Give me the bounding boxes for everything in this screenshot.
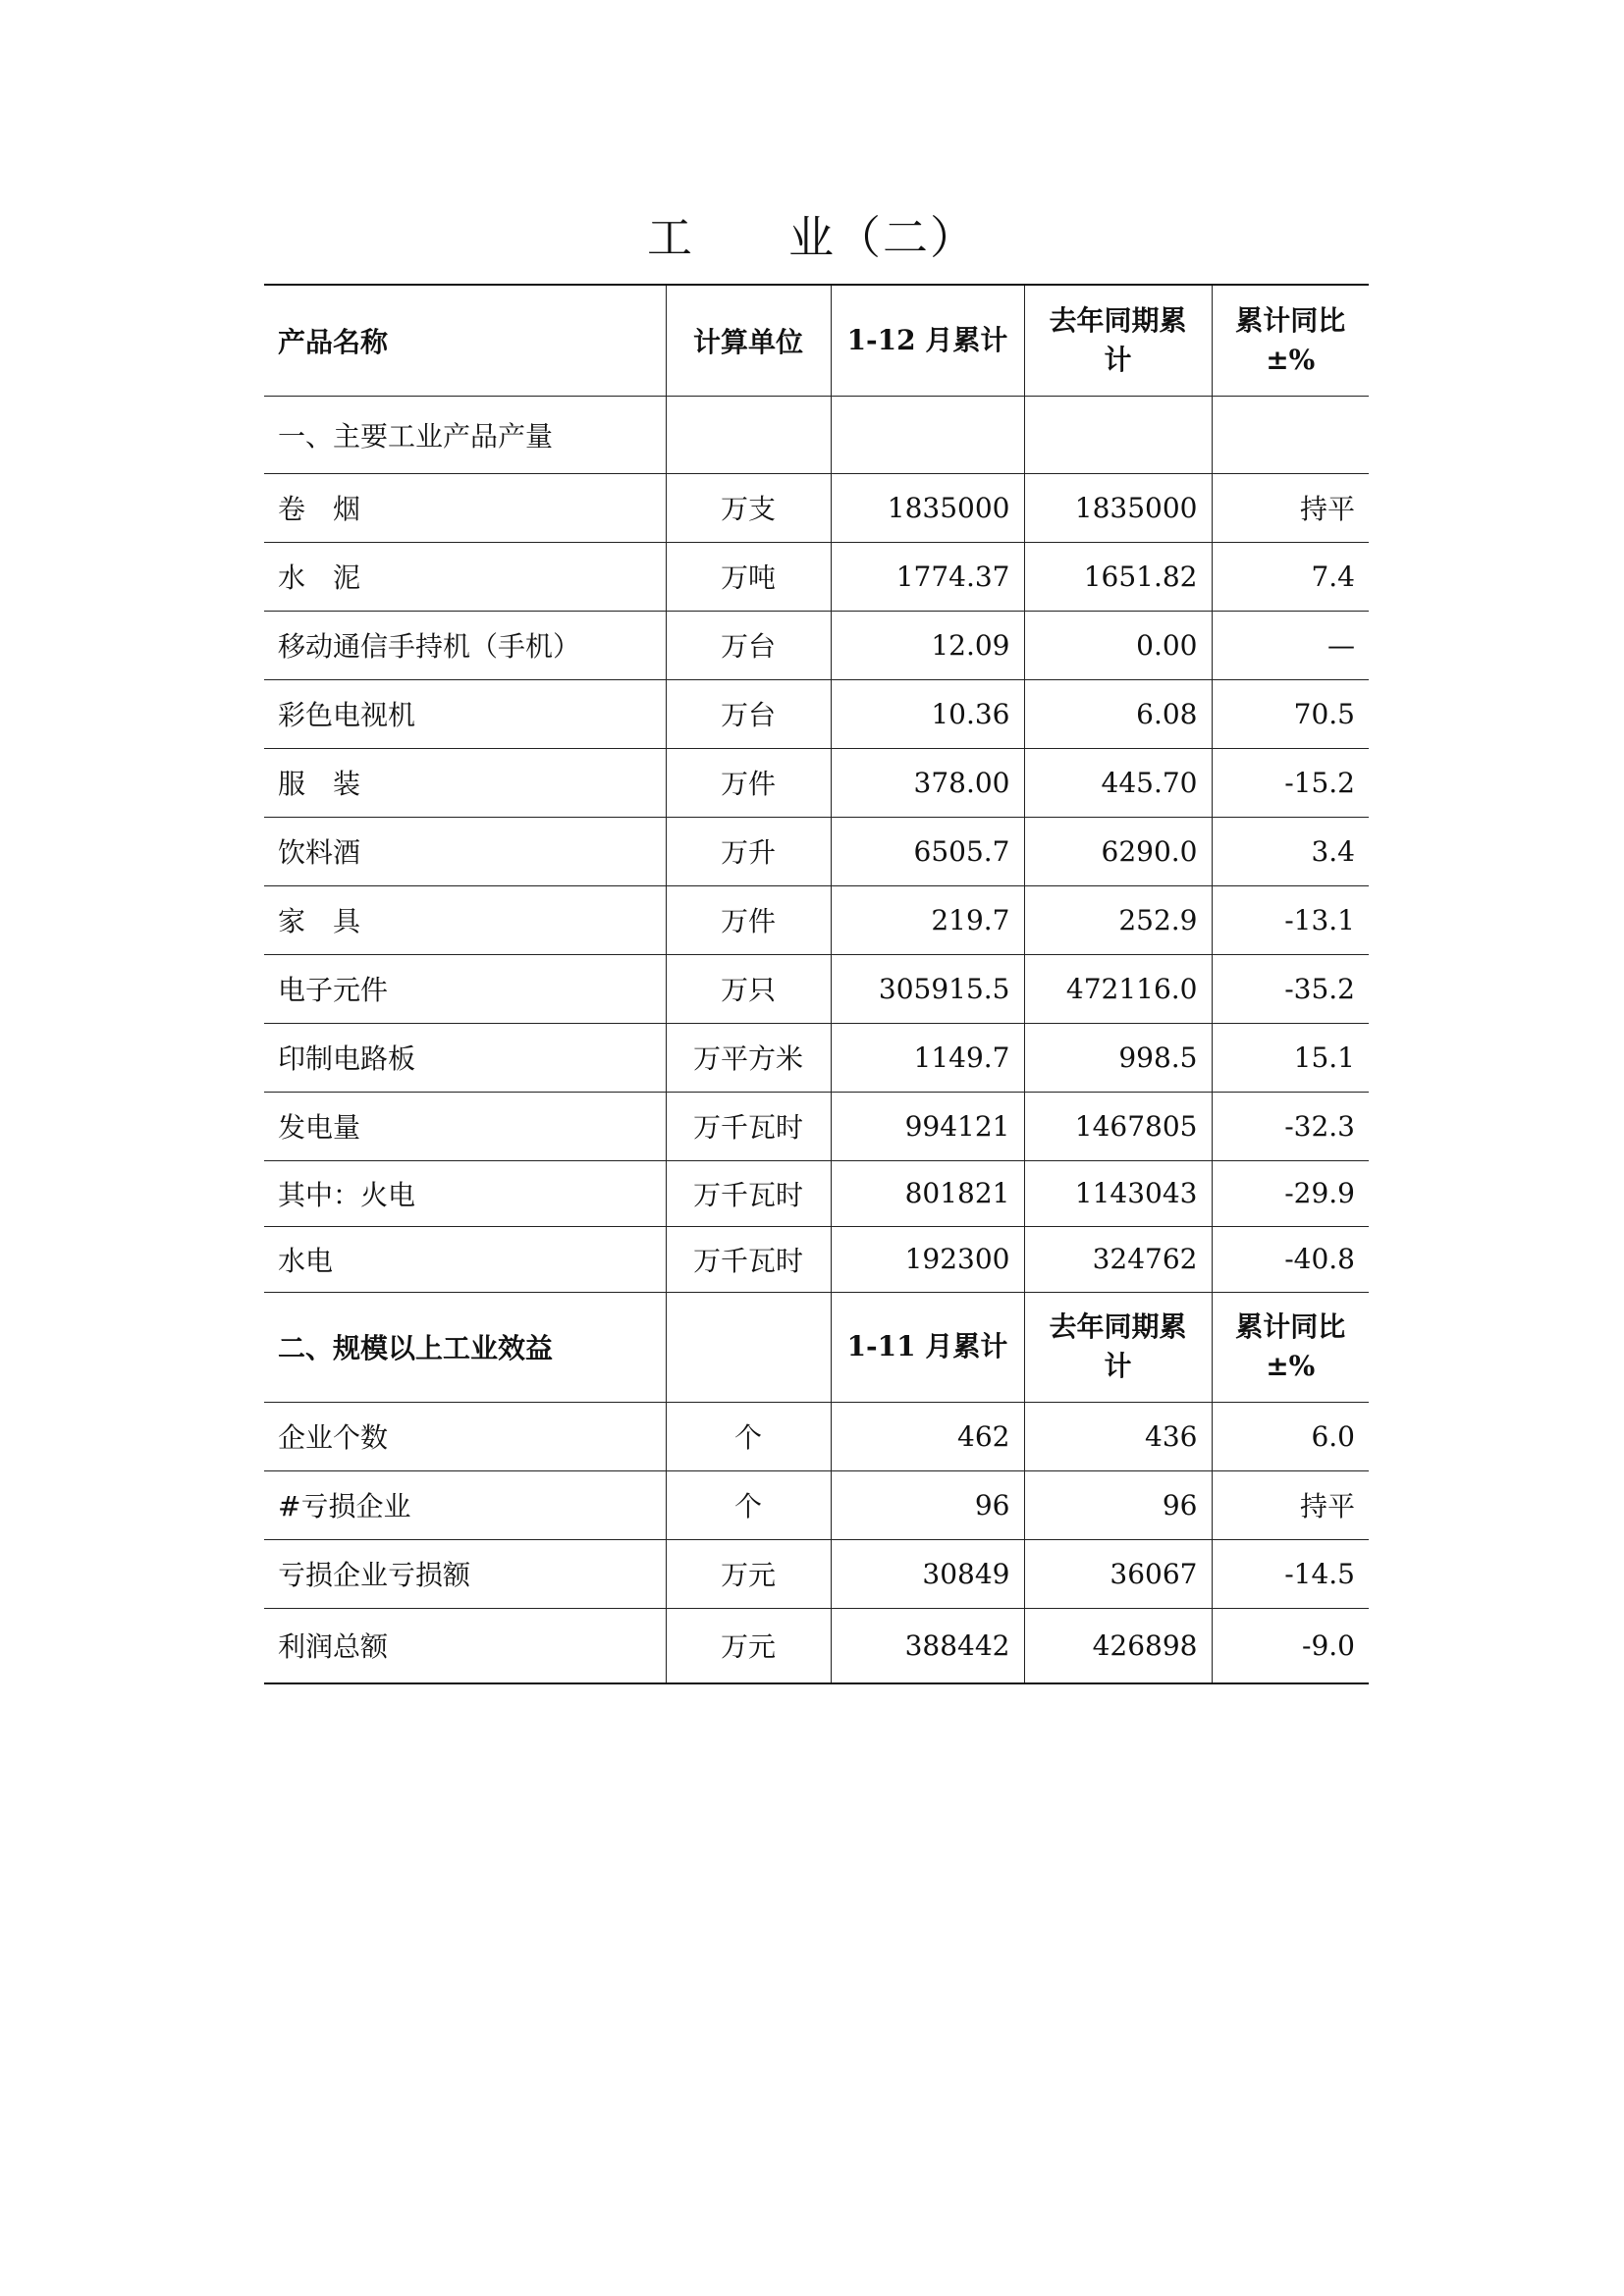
row-last-year: 252.9 bbox=[1024, 885, 1212, 954]
row-name: 企业个数 bbox=[264, 1402, 666, 1470]
row-change: -15.2 bbox=[1212, 748, 1369, 817]
row-unit: 万元 bbox=[666, 1539, 831, 1608]
header-unit: 计算单位 bbox=[666, 285, 831, 396]
table-row bbox=[264, 1608, 1369, 1683]
row-unit: 万升 bbox=[666, 817, 831, 885]
row-change: 7.4 bbox=[1212, 542, 1369, 611]
row-current: 1835000 bbox=[831, 473, 1024, 542]
section2-header-last-year: 去年同期累计 bbox=[1024, 1292, 1212, 1402]
row-name: 水 泥 bbox=[264, 542, 666, 611]
header-product-name: 产品名称 bbox=[264, 285, 666, 396]
row-name: 服 装 bbox=[264, 748, 666, 817]
table-row bbox=[264, 1160, 1369, 1226]
table-row bbox=[264, 885, 1369, 954]
row-name: 饮料酒 bbox=[264, 817, 666, 885]
row-unit: 万千瓦时 bbox=[666, 1226, 831, 1292]
section2-header-change: 累计同比±% bbox=[1212, 1292, 1369, 1402]
row-unit: 万支 bbox=[666, 473, 831, 542]
row-last-year: 6.08 bbox=[1024, 679, 1212, 748]
row-current: 388442 bbox=[831, 1608, 1024, 1683]
row-unit: 万千瓦时 bbox=[666, 1160, 831, 1226]
row-name: 其中：火电 bbox=[264, 1160, 666, 1226]
row-last-year: 96 bbox=[1024, 1470, 1212, 1539]
row-current: 378.00 bbox=[831, 748, 1024, 817]
table-row bbox=[264, 542, 1369, 611]
page-title: 工 业（二） bbox=[647, 211, 977, 264]
table-row bbox=[264, 473, 1369, 542]
row-unit: 万元 bbox=[666, 1608, 831, 1683]
row-current: 10.36 bbox=[831, 679, 1024, 748]
row-change: -13.1 bbox=[1212, 885, 1369, 954]
table-row bbox=[264, 954, 1369, 1023]
row-current: 192300 bbox=[831, 1226, 1024, 1292]
row-name: 卷 烟 bbox=[264, 473, 666, 542]
row-unit: 万台 bbox=[666, 679, 831, 748]
row-name: 利润总额 bbox=[264, 1608, 666, 1683]
row-current: 994121 bbox=[831, 1092, 1024, 1160]
row-last-year: 1467805 bbox=[1024, 1092, 1212, 1160]
row-current: 12.09 bbox=[831, 611, 1024, 679]
row-change: -29.9 bbox=[1212, 1160, 1369, 1226]
row-change: — bbox=[1212, 611, 1369, 679]
header-last-year: 去年同期累计 bbox=[1024, 285, 1212, 396]
row-change: -32.3 bbox=[1212, 1092, 1369, 1160]
row-unit: 万千瓦时 bbox=[666, 1092, 831, 1160]
table-row bbox=[264, 679, 1369, 748]
section2-header-row bbox=[264, 1292, 1369, 1402]
row-last-year: 426898 bbox=[1024, 1608, 1212, 1683]
row-current: 6505.7 bbox=[831, 817, 1024, 885]
row-last-year: 0.00 bbox=[1024, 611, 1212, 679]
row-current: 462 bbox=[831, 1402, 1024, 1470]
row-current: 30849 bbox=[831, 1539, 1024, 1608]
row-unit: 万件 bbox=[666, 885, 831, 954]
row-current: 96 bbox=[831, 1470, 1024, 1539]
table-row bbox=[264, 1470, 1369, 1539]
table-row bbox=[264, 1092, 1369, 1160]
row-change: -14.5 bbox=[1212, 1539, 1369, 1608]
row-change: -9.0 bbox=[1212, 1608, 1369, 1683]
table-row bbox=[264, 611, 1369, 679]
row-last-year: 36067 bbox=[1024, 1539, 1212, 1608]
header-current-period: 1-12 月累计 bbox=[831, 285, 1024, 396]
row-name: 印制电路板 bbox=[264, 1023, 666, 1092]
row-change: 持平 bbox=[1212, 473, 1369, 542]
row-unit: 万件 bbox=[666, 748, 831, 817]
row-unit: 万台 bbox=[666, 611, 831, 679]
row-last-year: 324762 bbox=[1024, 1226, 1212, 1292]
row-last-year: 6290.0 bbox=[1024, 817, 1212, 885]
row-change: -35.2 bbox=[1212, 954, 1369, 1023]
section1-title-row bbox=[264, 396, 1369, 473]
table-row bbox=[264, 817, 1369, 885]
row-name: 家 具 bbox=[264, 885, 666, 954]
row-change: 3.4 bbox=[1212, 817, 1369, 885]
row-last-year: 1835000 bbox=[1024, 473, 1212, 542]
row-current: 305915.5 bbox=[831, 954, 1024, 1023]
table-row bbox=[264, 1402, 1369, 1470]
row-last-year: 998.5 bbox=[1024, 1023, 1212, 1092]
row-change: 6.0 bbox=[1212, 1402, 1369, 1470]
row-current: 1149.7 bbox=[831, 1023, 1024, 1092]
section1-title: 一、主要工业产品产量 bbox=[264, 396, 666, 473]
row-unit: 个 bbox=[666, 1470, 831, 1539]
table-header-row bbox=[264, 285, 1369, 396]
row-unit: 万平方米 bbox=[666, 1023, 831, 1092]
row-last-year: 436 bbox=[1024, 1402, 1212, 1470]
row-name: 亏损企业亏损额 bbox=[264, 1539, 666, 1608]
row-name: 发电量 bbox=[264, 1092, 666, 1160]
section2-title: 二、规模以上工业效益 bbox=[264, 1292, 666, 1402]
row-unit: 万只 bbox=[666, 954, 831, 1023]
row-change: 70.5 bbox=[1212, 679, 1369, 748]
row-last-year: 1143043 bbox=[1024, 1160, 1212, 1226]
row-last-year: 472116.0 bbox=[1024, 954, 1212, 1023]
row-name: 移动通信手持机（手机） bbox=[264, 611, 666, 679]
section2-header-current-period: 1-11 月累计 bbox=[831, 1292, 1024, 1402]
row-current: 219.7 bbox=[831, 885, 1024, 954]
row-current: 1774.37 bbox=[831, 542, 1024, 611]
table-row bbox=[264, 1539, 1369, 1608]
table-row bbox=[264, 1226, 1369, 1292]
row-last-year: 1651.82 bbox=[1024, 542, 1212, 611]
row-change: 持平 bbox=[1212, 1470, 1369, 1539]
row-change: 15.1 bbox=[1212, 1023, 1369, 1092]
row-change: -40.8 bbox=[1212, 1226, 1369, 1292]
header-change: 累计同比±% bbox=[1212, 285, 1369, 396]
table-row bbox=[264, 1023, 1369, 1092]
industry-stats-table bbox=[264, 284, 1369, 1684]
row-unit: 万吨 bbox=[666, 542, 831, 611]
row-name: 水电 bbox=[264, 1226, 666, 1292]
row-name: 电子元件 bbox=[264, 954, 666, 1023]
table-row bbox=[264, 748, 1369, 817]
row-last-year: 445.70 bbox=[1024, 748, 1212, 817]
row-name: #亏损企业 bbox=[264, 1470, 666, 1539]
row-name: 彩色电视机 bbox=[264, 679, 666, 748]
row-current: 801821 bbox=[831, 1160, 1024, 1226]
row-unit: 个 bbox=[666, 1402, 831, 1470]
